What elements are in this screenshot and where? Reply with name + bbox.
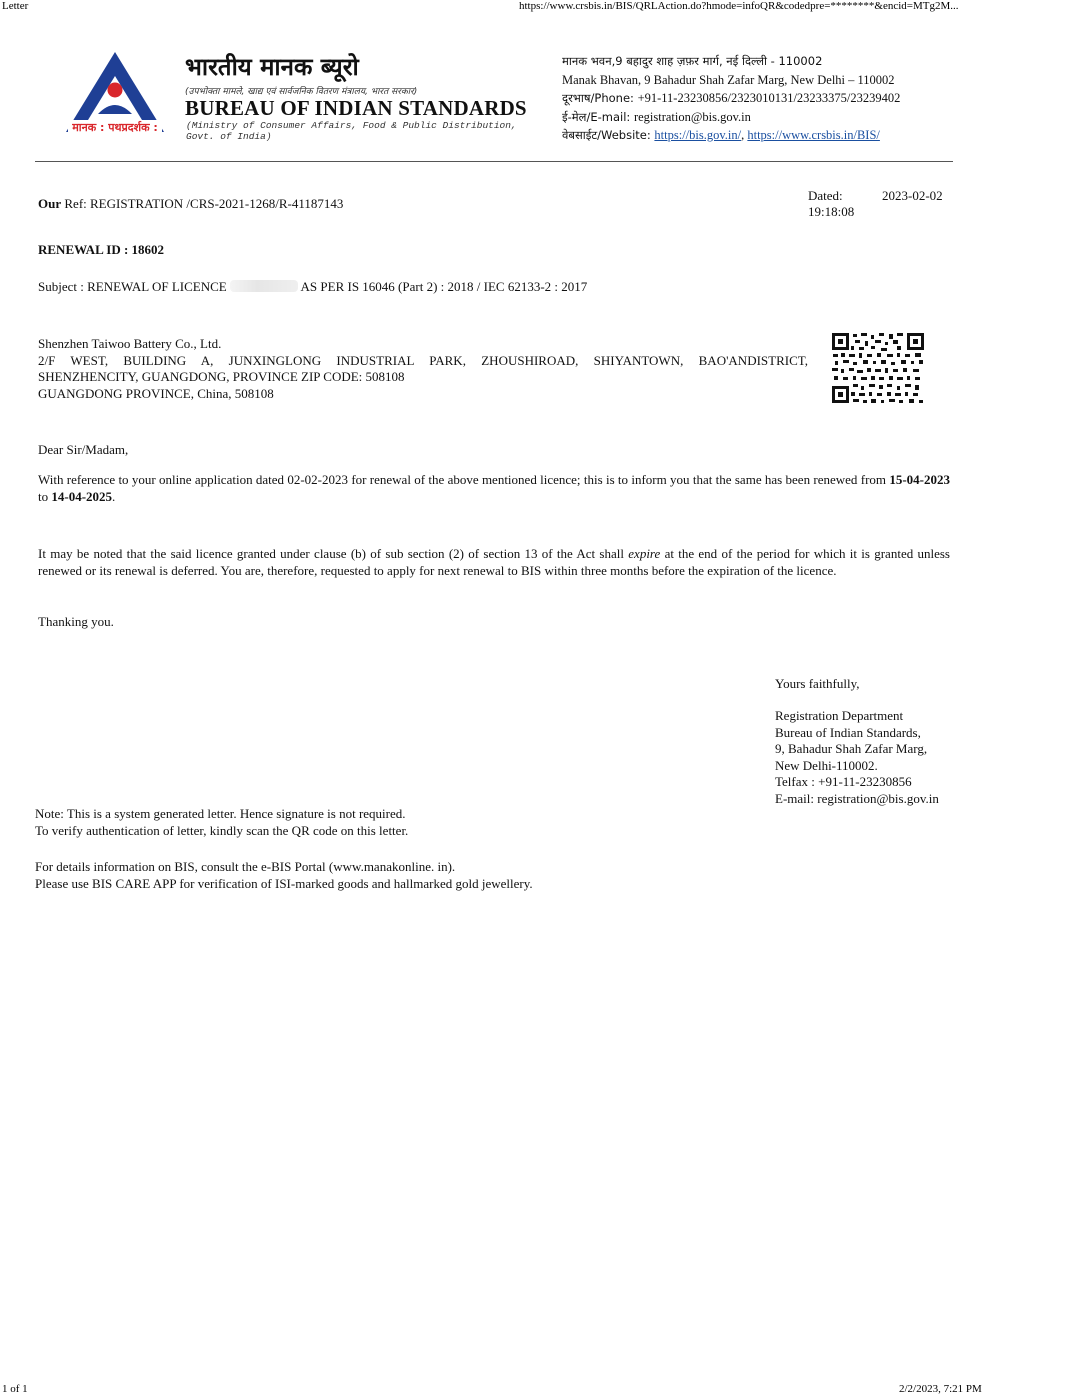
redacted-licence-number — [230, 280, 298, 292]
signature-address-2: New Delhi-110002. — [775, 757, 878, 773]
info-line-1: For details information on BIS, consult the e-BIS Portal (www.manakonline. in). — [35, 859, 456, 874]
addressee-line-1: 2/F WEST, BUILDING A, JUNXINGLONG INDUSTRIAL PARK, ZHOUSHIROAD, SHIYANTOWN, BAO'ANDISTRICT, — [38, 352, 808, 368]
ministry-line-1: (Ministry of Consumer Affairs, Food & Public Distribution, — [186, 120, 517, 131]
expiry-paragraph — [38, 546, 950, 579]
phone-line — [562, 89, 900, 108]
email-label: ई-मेल/E-mail: — [562, 109, 634, 124]
info-block — [35, 859, 533, 892]
print-header-title: Letter — [2, 0, 29, 12]
org-english-name: BUREAU OF INDIAN STANDARDS — [185, 96, 527, 120]
reference-value: Ref: REGISTRATION /CRS-2021-1268/R-41187143 — [61, 196, 344, 211]
signature-block — [775, 708, 939, 807]
org-hindi-subtitle: (उपभोक्ता मामले, खाद्य एवं सार्वजनिक वितरण मंत्रालय, भारत सरकार) — [185, 87, 418, 97]
phone-label: दूरभाष/Phone: — [562, 91, 638, 105]
letter-time: 19:18:08 — [808, 204, 855, 219]
subject-prefix: Subject : RENEWAL OF LICENCE — [38, 279, 227, 294]
print-footer-page: 1 of 1 — [2, 1383, 28, 1395]
renewal-paragraph — [38, 472, 950, 505]
org-ministry — [186, 120, 546, 142]
address-hindi: मानक भवन,9 बहादुर शाह ज़फ़र मार्ग, नई दिल्ली - 110002 — [562, 54, 823, 68]
print-footer-datetime: 2/2/2023, 7:21 PM — [899, 1383, 982, 1395]
renewal-paragraph-text: With reference to your online application dated 02-02-2023 for renewal of the above mentioned licence; this is to inform you that the same has been renewed from — [38, 472, 890, 487]
verification-qr-code[interactable] — [831, 332, 925, 404]
phone-value: +91-11-23230856/2323010131/23233375/23239402 — [637, 91, 901, 105]
letter-date: 2023-02-02 — [882, 188, 943, 203]
website-link-bis[interactable]: https://bis.gov.in/ — [654, 128, 742, 142]
bis-logo — [62, 48, 168, 144]
thanks-line: Thanking you. — [38, 614, 114, 629]
reference-label: Our — [38, 196, 62, 211]
note-line-2: To verify authentication of letter, kindly scan the QR code on this letter. — [35, 822, 409, 838]
website-line — [562, 126, 900, 145]
expiry-paragraph-end: at the end of the period for which it is granted unless renewed or its renewal is deferred. You are, therefore, requested to apply for next renewal to BIS within three months before the expiration of the licence. — [38, 546, 950, 578]
signature-address-1: 9, Bahadur Shah Zafar Marg, — [775, 741, 928, 756]
email-line — [562, 108, 900, 127]
signature-department: Registration Department — [775, 708, 904, 723]
renewal-to-word: to — [38, 488, 52, 504]
qr-code-icon — [831, 332, 925, 404]
ministry-line-2: Govt. of India) — [186, 131, 272, 142]
expiry-word: expire — [628, 546, 661, 561]
note-block — [35, 806, 408, 839]
addressee-block — [38, 336, 808, 402]
website-separator: , — [741, 128, 748, 142]
org-hindi-name: भारतीय मानक ब्यूरो — [185, 53, 359, 81]
info-line-2: Please use BIS CARE APP for verification of ISI-marked goods and hallmarked gold jewellery. — [35, 875, 533, 891]
print-header-url: https://www.crsbis.in/BIS/QRLAction.do?hmode=infoQR&codedpre=********&encid=MTg2M... — [519, 0, 959, 12]
addressee-name: Shenzhen Taiwoo Battery Co., Ltd. — [38, 336, 222, 351]
addressee-line-2: SHENZHENCITY, GUANGDONG, PROVINCE ZIP CODE: 508108 — [38, 369, 405, 384]
expiry-paragraph-start: It may be noted that the said licence granted under clause (b) of sub section (2) of section 13 of the Act shall — [38, 546, 629, 561]
renewal-from-date: 15-04-2023 — [889, 472, 950, 487]
signature-telfax: Telfax : +91-11-23230856 — [775, 774, 912, 789]
addressee-line-3: GUANGDONG PROVINCE, China, 508108 — [38, 385, 274, 401]
address-english: Manak Bhavan, 9 Bahadur Shah Zafar Marg, New Delhi – 110002 — [562, 72, 895, 87]
header-divider — [35, 161, 953, 162]
subject-line — [38, 279, 587, 296]
logo-tagline: मानक : पथप्रदर्शक : — [68, 120, 162, 135]
reference-line — [38, 196, 343, 213]
closing: Yours faithfully, — [775, 676, 860, 691]
renewal-to-date: 14-04-2025 — [51, 488, 113, 504]
renewal-id: RENEWAL ID : 18602 — [38, 242, 165, 257]
website-link-crsbis[interactable]: https://www.crsbis.in/BIS/ — [747, 128, 880, 142]
salutation: Dear Sir/Madam, — [38, 442, 129, 457]
renewal-paragraph-end: . — [112, 488, 116, 504]
dated-label: Dated: — [808, 188, 843, 203]
website-label: वेबसाईट/Website: — [562, 128, 655, 142]
contact-block — [562, 52, 900, 145]
note-line-1: Note: This is a system generated letter. Hence signature is not required. — [35, 806, 406, 821]
signature-email: E-mail: registration@bis.gov.in — [775, 790, 939, 806]
subject-suffix: AS PER IS 16046 (Part 2) : 2018 / IEC 62133-2 : 2017 — [300, 279, 588, 294]
email-value: registration@bis.gov.in — [633, 109, 751, 124]
signature-organization: Bureau of Indian Standards, — [775, 724, 921, 740]
